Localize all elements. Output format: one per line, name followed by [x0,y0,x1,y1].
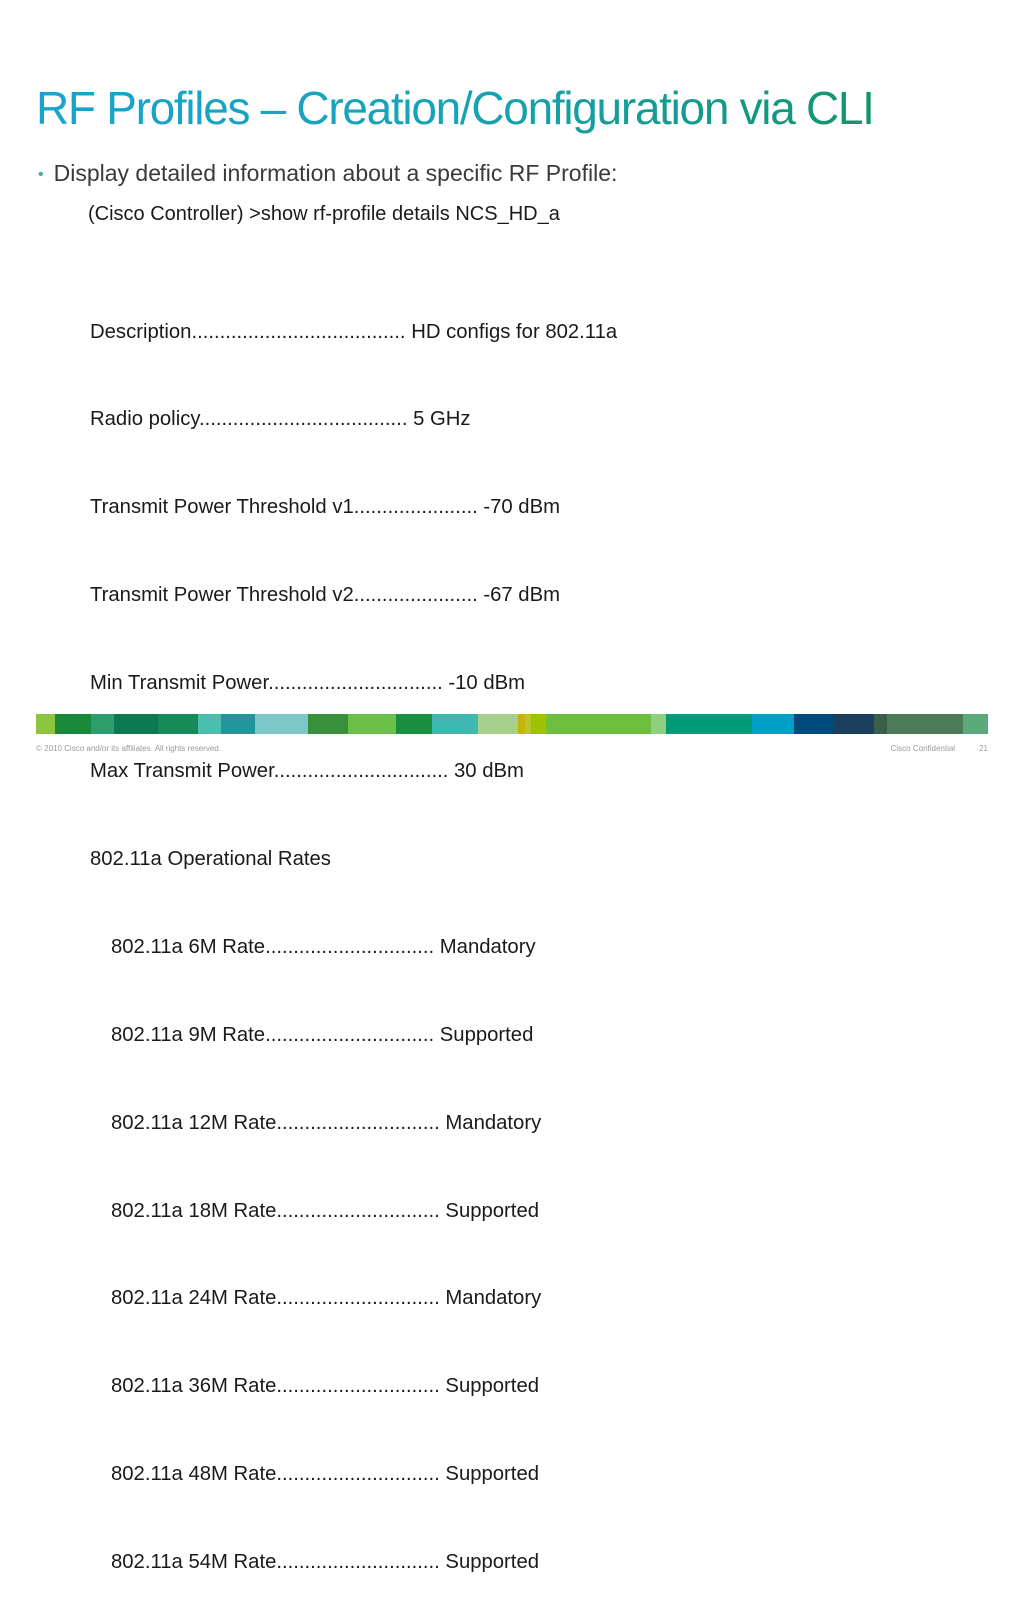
band-segment [158,714,198,734]
cli-command: (Cisco Controller) >show rf-profile details NCS_HD_a [88,203,560,225]
band-segment [887,714,963,734]
footer-right [891,744,988,753]
footer-copyright: © 2010 Cisco and/or its affiliates. All rights reserved. [36,744,221,753]
output-line-operational-rates: 802.11a Operational Rates [90,847,331,870]
footer-confidential: Cisco Confidential [890,744,956,753]
output-line-radio-policy: Radio policy..................................... 5 GHz [90,408,471,431]
band-segment [348,714,396,734]
bullet-text: Display detailed information about a specific RF Profile: [53,160,618,186]
output-line-max-tx-power: Max Transmit Power............................... 30 dBm [90,760,524,783]
band-segment [396,714,432,734]
output-line-description: Description...................................... HD configs for 802.11a [90,320,618,343]
band-segment [91,714,114,734]
rate-line-54m: 802.11a 54M Rate............................. Supported [111,1551,540,1574]
bullet-item [38,157,617,193]
rate-line-12m: 802.11a 12M Rate............................. Mandatory [111,1111,542,1134]
band-segment [198,714,221,734]
band-segment [546,714,651,734]
band-segment [874,714,887,734]
rate-line-36m: 802.11a 36M Rate............................. Supported [111,1375,540,1398]
band-segment [255,714,308,734]
rate-line-48m: 802.11a 48M Rate............................. Supported [111,1463,540,1486]
output-line-tx-threshold-v1: Transmit Power Threshold v1...................... -70 dBm [90,496,561,519]
decorative-color-band [36,714,988,734]
band-segment [221,714,255,734]
band-segment [666,714,752,734]
band-segment [963,714,988,734]
band-segment [794,714,834,734]
band-segment [478,714,518,734]
rate-line-6m: 802.11a 6M Rate.............................. Mandatory [111,935,536,958]
band-segment [651,714,666,734]
output-line-min-tx-power: Min Transmit Power............................... -10 dBm [90,672,526,695]
band-segment [531,714,546,734]
band-segment [432,714,478,734]
rate-line-18m: 802.11a 18M Rate............................. Supported [111,1199,540,1222]
band-segment [752,714,794,734]
rate-line-9m: 802.11a 9M Rate.............................. Supported [111,1023,534,1046]
cli-output [90,259,617,1607]
slide-title: RF Profiles – Creation/Configuration via CLI [36,78,874,138]
band-segment [114,714,158,734]
bullet-dot-icon: • [38,166,44,183]
rate-line-24m: 802.11a 24M Rate............................. Mandatory [111,1287,542,1310]
output-line-tx-threshold-v2: Transmit Power Threshold v2...................... -67 dBm [90,584,561,607]
band-segment [55,714,91,734]
page-number: 21 [979,744,988,753]
band-segment [308,714,348,734]
band-segment [36,714,55,734]
band-segment [834,714,874,734]
